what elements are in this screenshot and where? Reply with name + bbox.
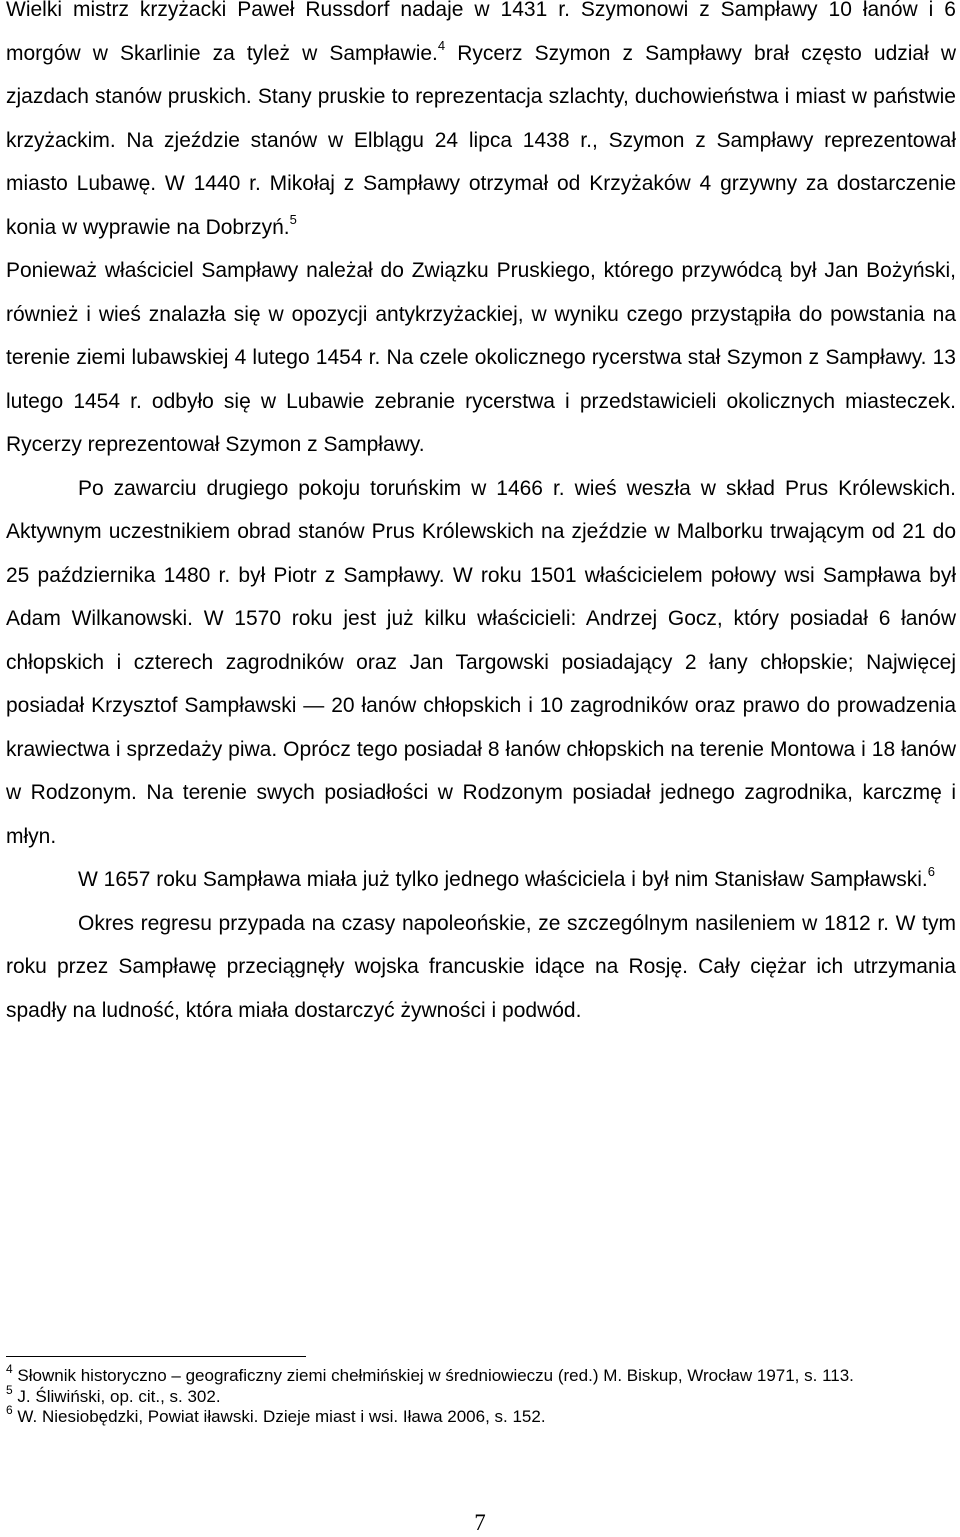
paragraph-1-text-b: Rycerz Szymon z Sampławy brał często udział w zjazdach stanów pruskich. Stany pruskie to reprezentacja szlachty, duchowieństwa i miast w państwie krzyżackim. Na zjeździe stanów w Elblągu 24 lipca 1438 r., Szymon z Sampławy reprezentował miasto Lubawę. W 1440 r. Mikołaj z Sampławy otrzymał od Krzyżaków 4 grzywny za dostarczenie konia w wyprawie na Dobrzyń. [6,41,956,239]
paragraph-3 [6,858,956,902]
footnote-text: Słownik historyczno – geograficzny ziemi chełmińskiej w średniowieczu (red.) M. Biskup, Wrocław 1971, s. 113. [17,1366,854,1385]
footnote-ref-6[interactable]: 6 [927,864,935,879]
footnotes [6,1362,956,1428]
paragraph-1-text-a: Wielki mistrz krzyżacki Paweł Russdorf nadaje w 1431 r. Szymonowi z Sampławy 10 łanów i 6 morgów w Skarlinie za tyleż w Sampławie. [6,0,956,65]
paragraph-2: Po zawarciu drugiego pokoju toruńskim w 1466 r. wieś weszła w skład Prus Królewskich. Aktywnym uczestnikiem obrad stanów Prus Królewskich na zjeździe w Malborku trwającym od 21 do 25 października 1480 r. był Piotr z Sampławy. W roku 1501 właścicielem połowy wsi Sampława był Adam Wilkanowski. W 1570 roku jest już kilku właścicieli: Andrzej Gocz, który posiadał 6 łanów chłopskich i czterech zagrodników oraz Jan Targowski posiadający 2 łany chłopskie; Najwięcej posiadał Krzysztof Sampławski — 20 łanów chłopskich i 10 zagrodników oraz prawo do prowadzenia krawiectwa i sprzedaży piwa. Oprócz tego posiadał 8 łanów chłopskich na terenie Montowa i 18 łanów w Rodzonym. Na terenie swych posiadłości w Rodzonym posiadał jednego zagrodnika, karczmę i młyn. [6,476,956,848]
paragraph-1-text-c: Ponieważ właściciel Sampławy należał do Związku Pruskiego, którego przywódcą był Jan Bożyński, również i wieś znalazła się w opozycji antykrzyżackiej, w wyniku czego przystąpiła do powstania na terenie ziemi lubawskiej 4 lutego 1454 r. Na czele okolicznego rycerstwa stał Szymon z Sampławy. 13 lutego 1454 r. odbyło się w Lubawie zebranie rycerstwa i przedstawicieli okolicznych miasteczek. Rycerzy reprezentował Szymon z Sampławy. [6,259,956,456]
footnote-ref-5[interactable]: 5 [289,211,297,227]
paragraph-1 [6,0,956,467]
body-text [6,0,956,1032]
footnote-5 [6,1382,956,1408]
footnote-separator [6,1356,306,1357]
paragraph-3-text: W 1657 roku Sampława miała już tylko jednego właściciela i był nim Stanisław Sampławski. [78,868,928,891]
footnote-6 [6,1403,956,1428]
footnote-text: W. Niesiobędzki, Powiat iławski. Dzieje miast i wsi. Iława 2006, s. 152. [17,1407,546,1426]
footnote-number: 5 [6,1382,13,1397]
paragraph-4: Okres regresu przypada na czasy napoleońskie, ze szczególnym nasileniem w 1812 r. W tym roku przez Sampławę przeciągnęły wojska francuskie idące na Rosję. Cały ciężar ich utrzymania spadły na ludność, która miała dostarczyć żywności i podwód. [6,911,956,1022]
footnote-number: 6 [6,1403,13,1418]
footnote-ref-4[interactable]: 4 [437,37,446,53]
page-number: 7 [474,1510,486,1535]
footnote-text: J. Śliwiński, op. cit., s. 302. [17,1386,221,1406]
footnote-4 [6,1362,956,1387]
footnote-number: 4 [6,1362,13,1377]
